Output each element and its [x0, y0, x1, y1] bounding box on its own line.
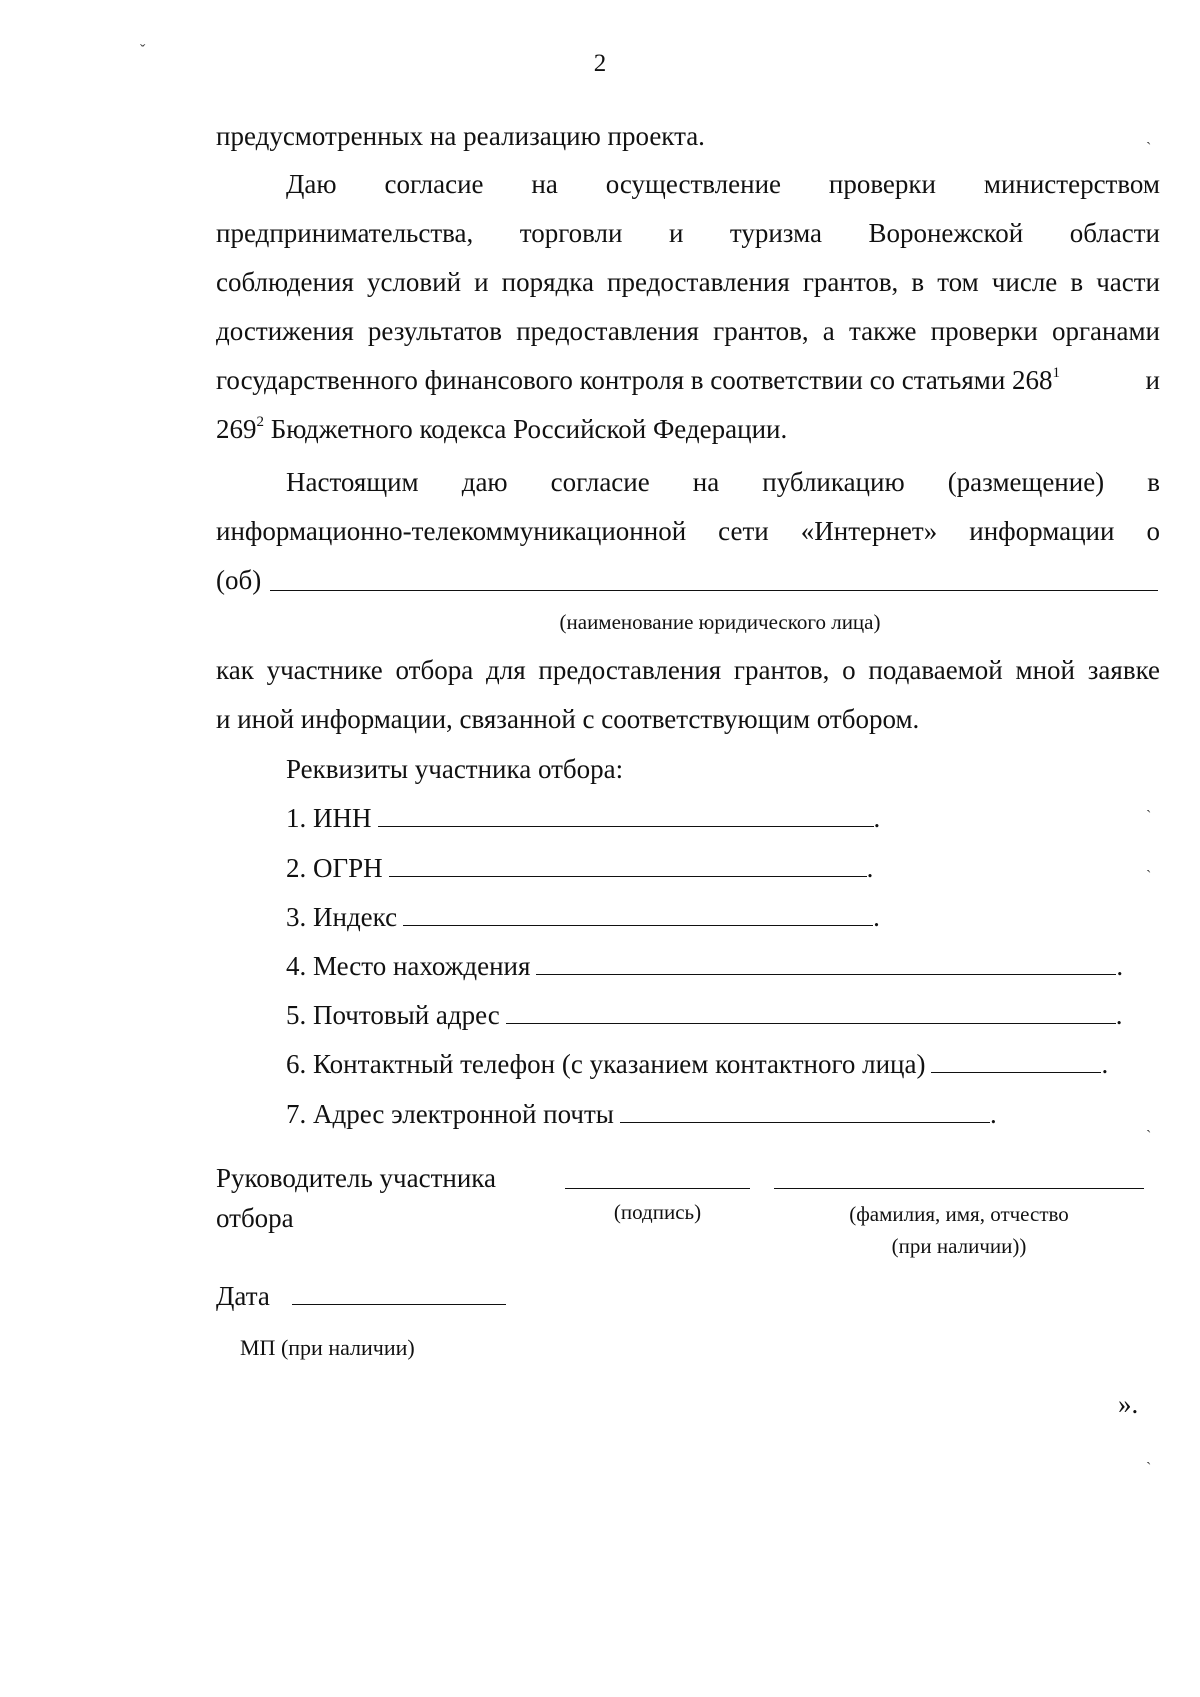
consent-publish-line-1: Настоящим даю согласие на публикацию (размещение) в: [286, 467, 1160, 497]
scan-speck: ˋ: [1146, 1460, 1152, 1477]
head-title-line-2: отбора: [216, 1203, 294, 1233]
participant-line-1: как участнике отбора для предоставления грантов, о подаваемой мной заявке: [216, 655, 1160, 685]
superscript-1: 1: [1052, 365, 1061, 381]
location-input-line[interactable]: [536, 946, 1116, 975]
field-label: 4. Место нахождения: [286, 951, 531, 981]
field-index: 3. Индекс .: [286, 897, 880, 937]
entity-name-input-line[interactable]: [270, 590, 1158, 591]
index-input-line[interactable]: [403, 897, 873, 926]
date-label: Дата: [216, 1281, 270, 1311]
head-title: [216, 1158, 536, 1238]
postal-address-input-line[interactable]: [506, 995, 1116, 1024]
ogrn-input-line[interactable]: [389, 848, 867, 877]
head-title-line-1: Руководитель участника: [216, 1163, 496, 1193]
scan-speck: ˋ: [1146, 808, 1152, 825]
field-location: 4. Место нахождения .: [286, 946, 1123, 986]
field-label: 7. Адрес электронной почты: [286, 1099, 614, 1129]
conjunction-text: и: [1145, 365, 1160, 395]
consent-check-line-2: предпринимательства, торговли и туризма Воронежской области: [216, 218, 1160, 248]
field-label: 6. Контактный телефон (с указанием контактного лица): [286, 1049, 926, 1079]
field-label: 3. Индекс: [286, 902, 398, 932]
paragraph-continuation: предусмотренных на реализацию проекта.: [216, 121, 705, 151]
field-label: 1. ИНН: [286, 803, 372, 833]
consent-publish-line-2: информационно-телекоммуникационной сети «Интернет» информации о: [216, 516, 1160, 546]
field-ogrn: 2. ОГРН .: [286, 848, 873, 888]
signature-caption: (подпись): [613, 1200, 702, 1224]
entity-name-caption: (наименование юридического лица): [559, 610, 881, 634]
scan-speck: ˋ: [1146, 1128, 1152, 1145]
field-label: 5. Почтовый адрес: [286, 1000, 500, 1030]
email-input-line[interactable]: [620, 1094, 990, 1123]
field-inn: 1. ИНН .: [286, 798, 880, 838]
inn-input-line[interactable]: [378, 798, 874, 827]
consent-check-line-6: $269^2$ Бюджетного кодекса Российской Федерации.: [216, 414, 788, 444]
consent-publish-line-3: (об): [216, 565, 262, 595]
field-postal-address: 5. Почтовый адрес .: [286, 995, 1123, 1035]
full-name-caption-line-2: (при наличии)): [891, 1234, 1027, 1258]
full-name-caption: [774, 1198, 1144, 1262]
full-name-input-line[interactable]: [774, 1188, 1144, 1189]
closing-quote: ».: [1118, 1389, 1139, 1419]
consent-check-line-5: [216, 356, 1160, 405]
requisites-title: Реквизиты участника отбора:: [286, 754, 624, 784]
scan-speck: ˋ: [1146, 140, 1152, 157]
superscript-2: 2: [256, 414, 264, 430]
field-email: 7. Адрес электронной почты .: [286, 1094, 997, 1134]
phone-input-line[interactable]: [931, 1044, 1101, 1073]
consent-check-line-1: Даю согласие на осуществление проверки министерством: [286, 169, 1160, 199]
law-reference-text: государственного финансового контроля в соответствии со статьями $268^1$: [216, 365, 1061, 395]
participant-line-2: и иной информации, связанной с соответствующим отбором.: [216, 704, 920, 734]
page-number: 2: [593, 50, 607, 77]
full-name-caption-line-1: (фамилия, имя, отчество: [849, 1202, 1069, 1226]
field-phone: 6. Контактный телефон (с указанием контактного лица) .: [286, 1044, 1108, 1084]
field-label: 2. ОГРН: [286, 853, 383, 883]
consent-check-line-3: соблюдения условий и порядка предоставления грантов, в том числе в части: [216, 267, 1160, 297]
scan-speck: ˏ: [1146, 856, 1152, 873]
signature-input-line[interactable]: [565, 1188, 750, 1189]
scan-speck: ˇ: [140, 42, 146, 59]
date-input-line[interactable]: [292, 1304, 506, 1305]
stamp-label: МП (при наличии): [240, 1335, 415, 1360]
consent-check-line-4: достижения результатов предоставления грантов, а также проверки органами: [216, 316, 1160, 346]
